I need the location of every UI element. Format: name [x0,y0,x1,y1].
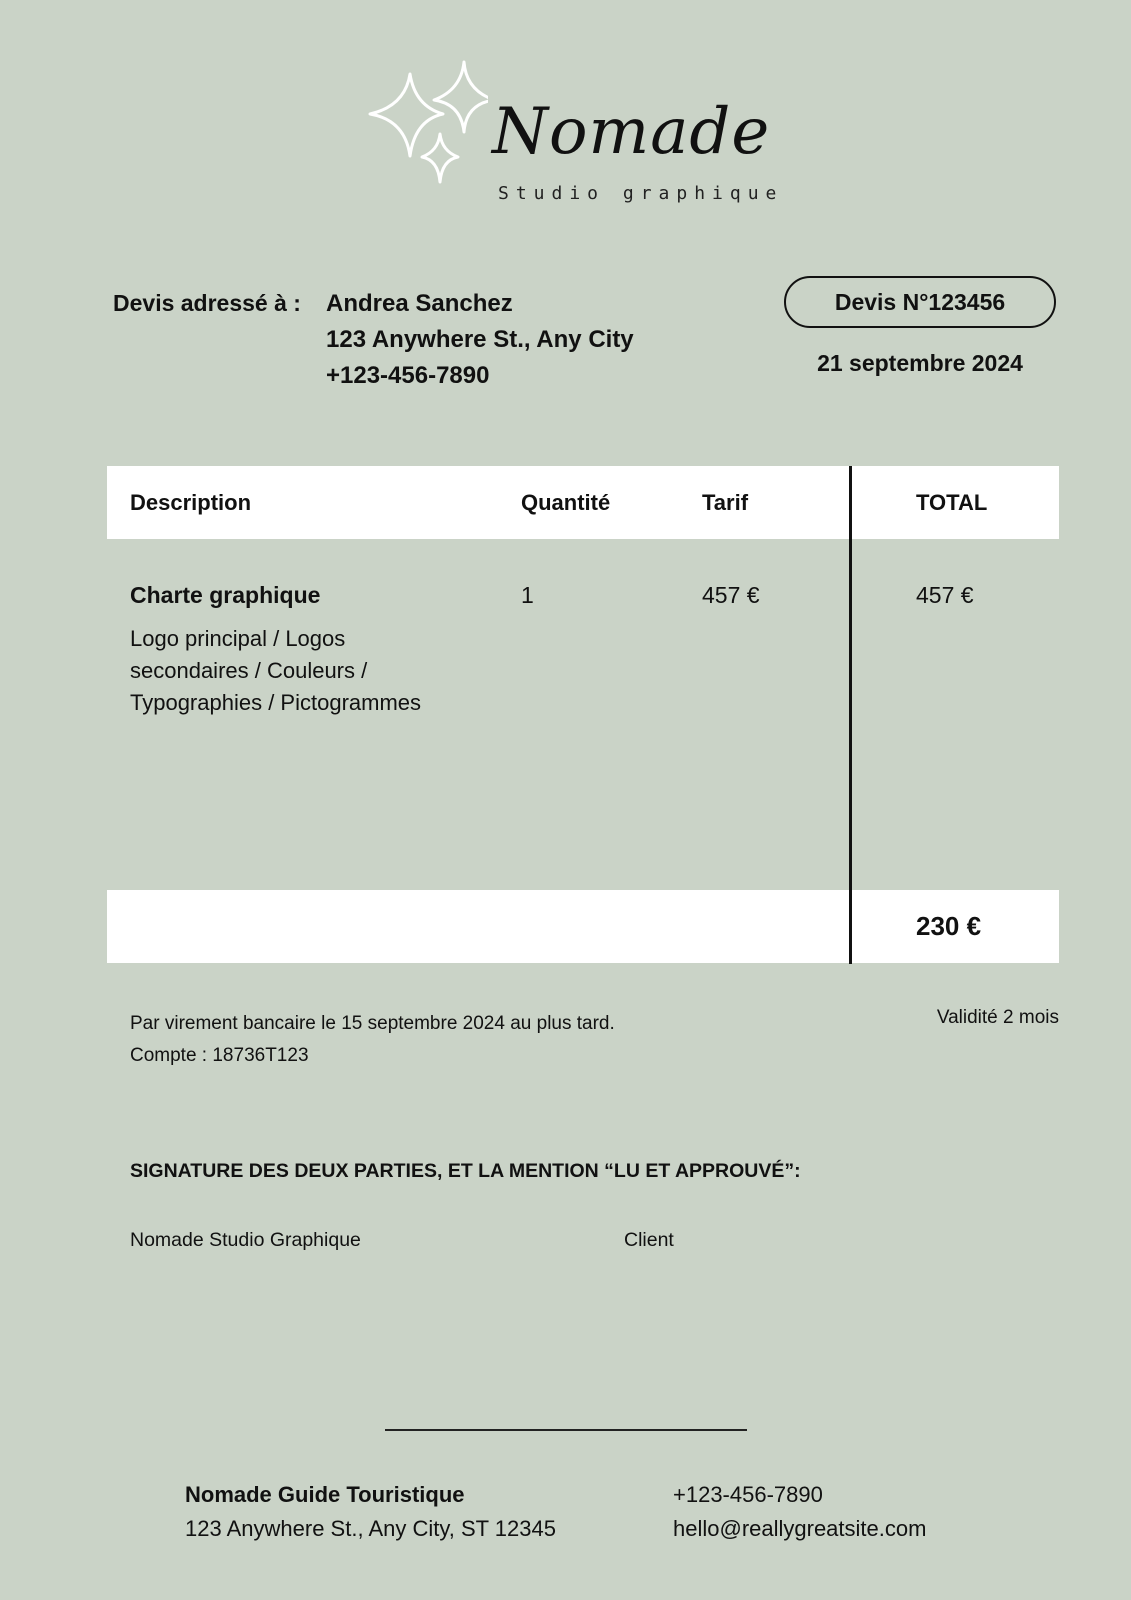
row-description-line: secondaires / Couleurs / [130,658,368,683]
logo-wordmark: Nomade [492,95,771,169]
payment-terms [130,1008,615,1072]
recipient-address: 123 Anywhere St., Any City [326,326,634,353]
signature-party-client: Client [624,1229,674,1251]
sparkles-icon [368,58,488,188]
grand-total: 230 € [916,911,982,941]
account-line: Compte : 18736T123 [130,1045,309,1066]
recipient-phone: +123-456-7890 [326,362,490,389]
quote-date: 21 septembre 2024 [817,350,1023,376]
footer-email: hello@reallygreatsite.com [673,1516,927,1541]
footer-phone: +123-456-7890 [673,1482,823,1507]
quote-number-badge [784,276,1056,328]
signature-title: SIGNATURE DES DEUX PARTIES, ET LA MENTION “LU ET APPROUVÉ”: [130,1160,801,1182]
row-rate: 457 € [702,582,760,608]
row-quantity: 1 [521,582,534,608]
row-total: 457 € [916,582,974,608]
quote-number: Devis N°123456 [834,288,1006,315]
footer-company: Nomade Guide Touristique [185,1482,465,1507]
divider [385,1429,747,1431]
row-description [130,623,490,719]
col-header-description: Description [130,490,252,515]
validity: Validité 2 mois [936,1007,1059,1028]
footer-address: 123 Anywhere St., Any City, ST 12345 [185,1516,556,1541]
total-column-divider [849,466,852,964]
footer-contact-block [673,1478,926,1546]
footer-company-block [185,1478,556,1546]
col-header-rate: Tarif [702,490,749,515]
row-description-line: Typographies / Pictogrammes [130,690,422,715]
row-description-line: Logo principal / Logos [130,626,346,651]
col-header-quantity: Quantité [521,490,611,515]
recipient-name: Andrea Sanchez [326,290,513,317]
row-title: Charte graphique [130,582,321,608]
logo-tagline: Studio graphique [498,183,784,204]
col-header-total: TOTAL [916,490,988,515]
signature-party-studio: Nomade Studio Graphique [130,1229,361,1251]
recipient-label: Devis adressé à : [113,290,301,316]
payment-line: Par virement bancaire le 15 septembre 2024 au plus tard. [130,1013,615,1034]
